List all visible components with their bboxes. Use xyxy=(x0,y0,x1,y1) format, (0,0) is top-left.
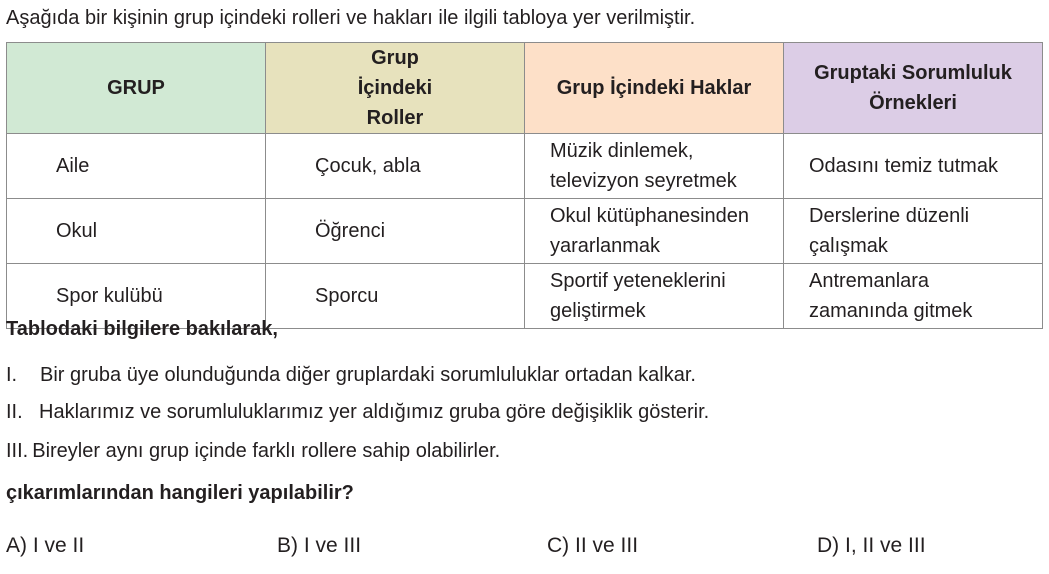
table-row xyxy=(7,199,1043,264)
statement-text: Bir gruba üye olunduğunda diğer gruplardaki sorumluluklar ortadan kalkar. xyxy=(40,364,696,386)
cell-sorumluluk: Derslerine düzenli çalışmak xyxy=(784,199,1043,264)
cell-roller: Öğrenci xyxy=(266,199,525,264)
statement-number: III. xyxy=(6,440,29,462)
header-haklar: Grup İçindeki Haklar xyxy=(525,43,784,134)
option-label: D) xyxy=(817,534,840,557)
question-stem: Tablodaki bilgilere bakılarak, xyxy=(6,318,278,340)
cell-roller: Çocuk, abla xyxy=(266,134,525,199)
intro-text: Aşağıda bir kişinin grup içindeki rolleri ve hakları ile ilgili tabloya yer verilmiştir. xyxy=(6,7,696,29)
option-text: I ve III xyxy=(303,534,362,557)
table-row xyxy=(7,134,1043,199)
header-roller: Grup İçindeki Roller xyxy=(266,43,525,134)
statement-i xyxy=(6,364,696,387)
statement-ii xyxy=(6,401,709,424)
option-a[interactable] xyxy=(6,534,84,558)
group-roles-table xyxy=(6,42,1043,329)
cell-haklar: Müzik dinlemek, televizyon seyretmek xyxy=(525,134,784,199)
option-d[interactable] xyxy=(817,534,926,558)
cell-grup: Spor kulübü xyxy=(7,264,266,329)
option-label: A) xyxy=(6,534,27,557)
header-sorumluluk: Gruptaki Sorumluluk Örnekleri xyxy=(784,43,1043,134)
statement-text: Bireyler aynı grup içinde farklı rollere sahip olabilirler. xyxy=(32,440,501,462)
option-b[interactable] xyxy=(277,534,361,558)
option-c[interactable] xyxy=(547,534,638,558)
statement-iii xyxy=(6,440,500,463)
cell-roller: Sporcu xyxy=(266,264,525,329)
cell-grup: Aile xyxy=(7,134,266,199)
option-text: II ve III xyxy=(575,534,639,557)
cell-haklar: Sportif yeteneklerini geliştirmek xyxy=(525,264,784,329)
cell-grup: Okul xyxy=(7,199,266,264)
option-label: C) xyxy=(547,534,570,557)
statement-number: I. xyxy=(6,364,18,386)
option-label: B) xyxy=(277,534,298,557)
cell-haklar: Okul kütüphanesinden yararlanmak xyxy=(525,199,784,264)
cell-sorumluluk: Antremanlara zamanında gitmek xyxy=(784,264,1043,329)
header-grup: GRUP xyxy=(7,43,266,134)
question-text: çıkarımlarından hangileri yapılabilir? xyxy=(6,482,354,504)
cell-sorumluluk: Odasını temiz tutmak xyxy=(784,134,1043,199)
statement-text: Haklarımız ve sorumluluklarımız yer aldığımız gruba göre değişiklik gösterir. xyxy=(39,401,710,423)
statement-number: II. xyxy=(6,401,23,423)
table-header-row xyxy=(7,43,1043,134)
option-text: I, II ve III xyxy=(845,534,926,557)
option-text: I ve II xyxy=(32,534,85,557)
